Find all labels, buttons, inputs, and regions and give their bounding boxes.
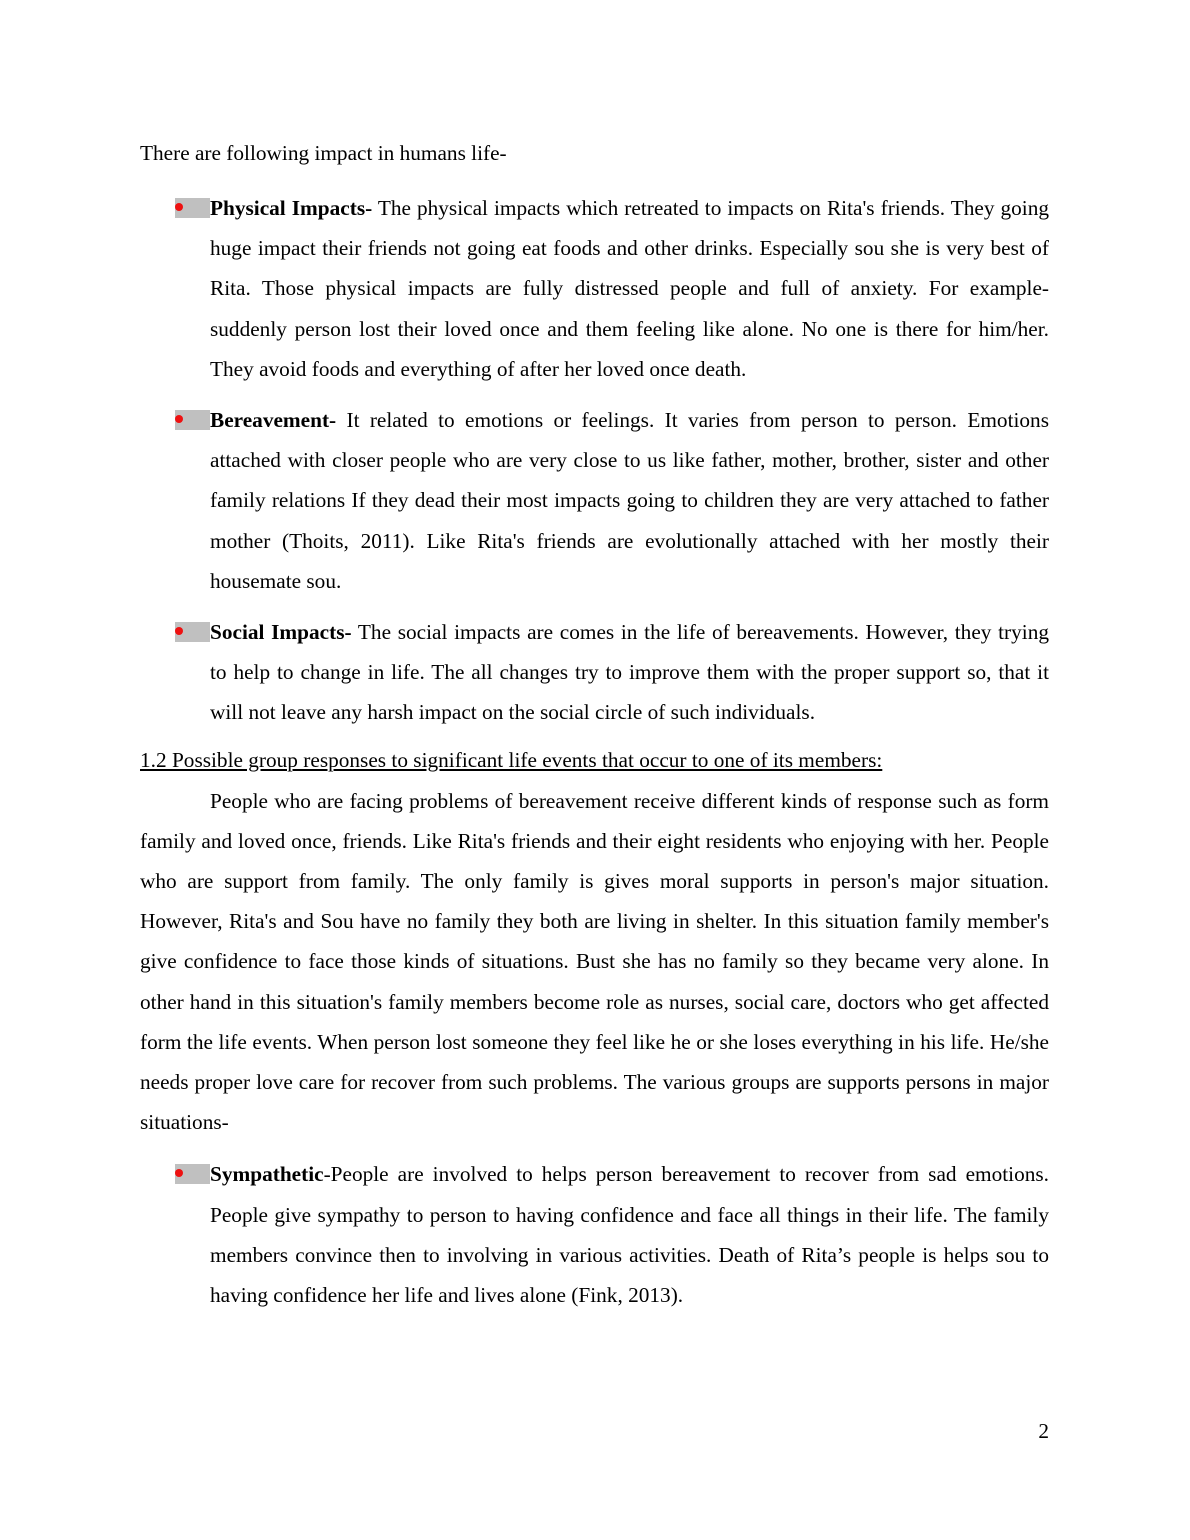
list-item-bereavement	[140, 400, 1049, 601]
bullet-text: It related to emotions or feelings. It varies from person to person. Emotions attached with closer people who are very close to us like father, mother, brother, sister and other family relations If they dead their most impacts going to children they are very attached to father mother (Thoits, 2011). Like Rita's friends are evolutionally attached with her mostly their housemate sou.	[210, 408, 1049, 593]
bullet-icon	[175, 410, 210, 430]
body-paragraph: People who are facing problems of bereavement receive different kinds of response such as form family and loved once, friends. Like Rita's friends and their eight residents who enjoying with her. People who are support from family. The only family is gives moral supports in person's major situation. However, Rita's and Sou have no family they both are living in shelter. In this situation family member's give confidence to face those kinds of situations. Bust she has no family so they became very alone. In other hand in this situation's family members become role as nurses, social care, doctors who get affected form the life events. When person lost someone they feel like he or she loses everything in his life. He/she needs proper love care for recover from such problems. The various groups are supports persons in major situations-	[140, 788, 1049, 1135]
bullet-term: Sympathetic	[210, 1162, 324, 1187]
page-number: 2	[1038, 1419, 1049, 1443]
bullet-icon	[175, 622, 210, 642]
bullet-term: Bereavement-	[210, 408, 337, 433]
bullet-text: The social impacts are comes in the life of bereavements. However, they trying to help to change in life. The all changes try to improve them with the proper support so, that it will not leave any harsh impact on the social circle of such individuals.	[210, 620, 1050, 725]
page-content	[140, 137, 1049, 1326]
bullet-term: Physical Impacts-	[210, 196, 373, 220]
bullet-icon	[175, 1164, 210, 1184]
bullet-icon	[175, 198, 210, 218]
responses-list	[140, 1154, 1049, 1315]
list-item-sympathetic	[140, 1154, 1049, 1315]
section-heading: 1.2 Possible group responses to significant life events that occur to one of its members:	[140, 747, 883, 772]
bullet-text: -People are involved to helps person bereavement to recover from sad emotions. People give sympathy to person to having confidence and face all things in their life. The family members convince then to involving in various activities. Death of Rita’s people is helps sou to having confidence her life and lives alone (Fink, 2013).	[210, 1162, 1049, 1308]
list-item-physical-impacts	[140, 188, 1049, 389]
impacts-list	[140, 188, 1049, 733]
bullet-term: Social Impacts-	[210, 620, 352, 645]
bullet-text: The physical impacts which retreated to impacts on Rita's friends. They going huge impact their friends not going eat foods and other drinks. Especially sou she is very best of Rita. Those physical impacts are fully distressed people and full of anxiety. For example- suddenly person lost their loved once and them feeling like alone. No one is there for him/her. They avoid foods and everything of after her loved once death.	[210, 196, 1050, 381]
intro-text: There are following impact in humans life-	[140, 141, 507, 165]
list-item-social-impacts	[140, 612, 1049, 733]
